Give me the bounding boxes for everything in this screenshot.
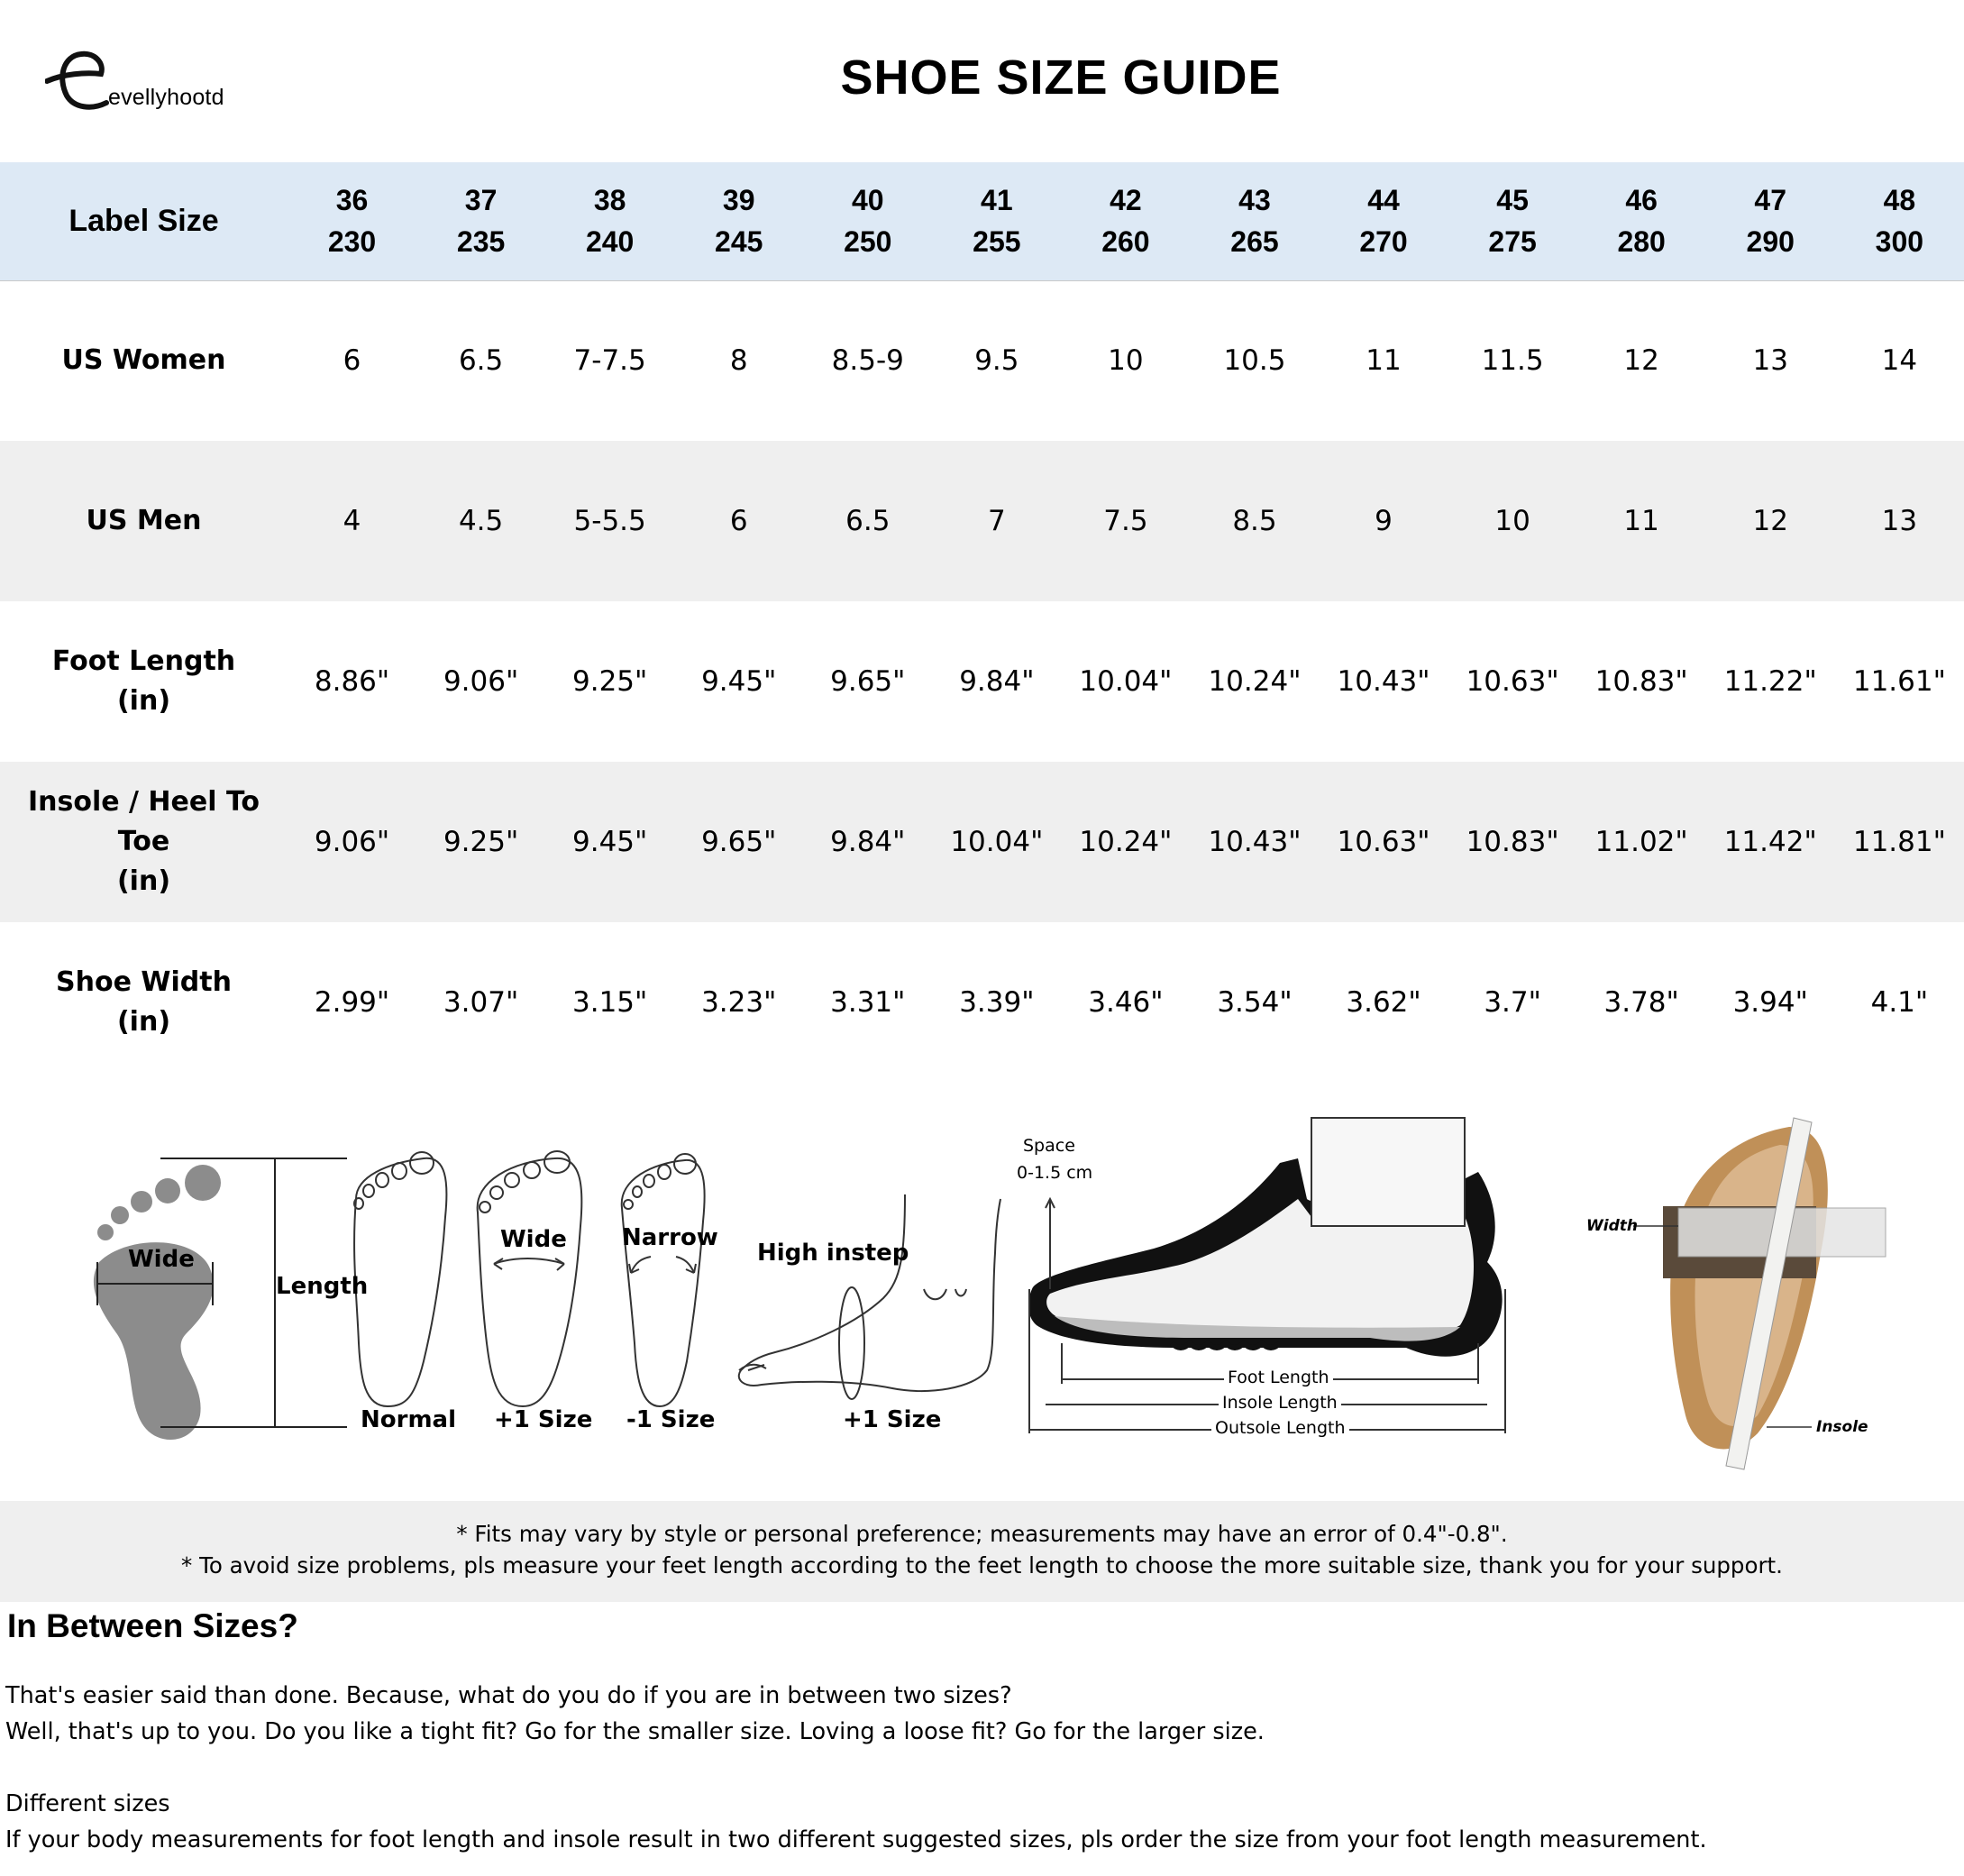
size-col-header: 42 260 xyxy=(1101,184,1150,259)
space-label: Space xyxy=(1023,1136,1075,1156)
table-cell: 7-7.5 xyxy=(573,344,646,378)
measurement-illustrations xyxy=(0,1073,1964,1487)
table-cell: 11 xyxy=(1366,344,1402,378)
note-line: * To avoid size problems, pls measure your feet length according to the feet length to choose the more suitable size, thank you for your support. xyxy=(181,1552,1783,1579)
insole-length-label: Insole Length xyxy=(1219,1393,1341,1413)
plus-one-size-label-b: +1 Size xyxy=(843,1406,942,1433)
table-cell: 9.45" xyxy=(701,665,777,698)
table-cell: 9.25" xyxy=(572,665,648,698)
normal-foot-icon xyxy=(354,1152,446,1406)
table-row-foot-length xyxy=(0,601,1964,762)
table-cell: 10.63" xyxy=(1466,665,1559,698)
row-label: US Women xyxy=(61,344,226,377)
plus-one-size-label: +1 Size xyxy=(494,1406,593,1433)
paragraph: If your body measurements for foot length and insole result in two different suggested sizes, pls order the size from your foot length measurement. xyxy=(5,1826,1707,1853)
note-line: * Fits may vary by style or personal preference; measurements may have an error of 0.4"-0.8". xyxy=(456,1521,1508,1547)
table-cell: 12 xyxy=(1623,344,1659,378)
size-col-header: 38 240 xyxy=(585,184,635,259)
table-cell: 3.15" xyxy=(572,986,648,1019)
size-col-header: 45 275 xyxy=(1488,184,1537,259)
paragraph: That's easier said than done. Because, what do you do if you are in between two sizes? xyxy=(5,1682,1012,1709)
brand-name: evellyhootd xyxy=(108,85,224,110)
table-cell: 7 xyxy=(987,505,1006,537)
table-cell: 10.63" xyxy=(1337,826,1430,858)
table-cell: 12 xyxy=(1752,505,1788,537)
size-col-header: 36 230 xyxy=(327,184,377,259)
wide-foot-label: Wide xyxy=(500,1226,567,1253)
table-cell: 8.86" xyxy=(314,665,390,698)
table-row-shoe-width xyxy=(0,922,1964,1083)
table-cell: 6 xyxy=(729,505,748,537)
table-cell: 11.42" xyxy=(1723,826,1817,858)
table-row-insole xyxy=(0,762,1964,922)
table-cell: 10 xyxy=(1494,505,1530,537)
table-cell: 3.31" xyxy=(830,986,906,1019)
paragraph: Different sizes xyxy=(5,1790,170,1817)
table-cell: 9.65" xyxy=(830,665,906,698)
table-cell: 6.5 xyxy=(458,344,504,378)
size-col-header: 41 255 xyxy=(973,184,1021,259)
size-col-header: 47 290 xyxy=(1746,184,1795,259)
narrow-foot-icon xyxy=(622,1154,705,1406)
table-cell: 11.5 xyxy=(1481,344,1544,378)
table-cell: 4.5 xyxy=(458,505,504,537)
sandal-insole-icon xyxy=(1663,1118,1886,1469)
table-cell: 3.78" xyxy=(1603,986,1679,1019)
table-cell: 10.24" xyxy=(1208,665,1302,698)
fit-notes xyxy=(0,1501,1964,1602)
size-col-header: 39 245 xyxy=(715,184,763,259)
high-instep-foot-icon xyxy=(739,1194,1000,1399)
size-col-header: 48 300 xyxy=(1875,184,1924,259)
table-cell: 4 xyxy=(343,505,361,537)
table-cell: 3.46" xyxy=(1088,986,1164,1019)
size-col-header: 46 280 xyxy=(1617,184,1666,259)
table-cell: 9.84" xyxy=(830,826,906,858)
page-title: SHOE SIZE GUIDE xyxy=(840,50,1282,105)
table-cell: 6 xyxy=(343,344,361,378)
table-cell: 9.84" xyxy=(959,665,1035,698)
length-label: Length xyxy=(276,1273,369,1300)
table-cell: 11.81" xyxy=(1852,826,1946,858)
table-cell: 10.24" xyxy=(1079,826,1173,858)
size-table xyxy=(0,162,1964,1083)
table-cell: 9.25" xyxy=(443,826,519,858)
size-col-header: 37 235 xyxy=(456,184,506,259)
table-cell: 6.5 xyxy=(845,505,891,537)
table-cell: 3.39" xyxy=(959,986,1035,1019)
footprint-icon xyxy=(94,1165,221,1440)
width-label: Width xyxy=(1586,1217,1638,1235)
table-cell: 3.94" xyxy=(1732,986,1808,1019)
wide-label: Wide xyxy=(128,1246,195,1273)
table-cell: 9 xyxy=(1375,505,1393,537)
table-cell: 10.83" xyxy=(1466,826,1559,858)
table-cell: 3.07" xyxy=(443,986,519,1019)
table-cell: 10.43" xyxy=(1208,826,1302,858)
table-cell: 2.99" xyxy=(314,986,390,1019)
table-cell: 8.5-9 xyxy=(831,344,904,378)
label-size-row xyxy=(0,162,1964,280)
shoe-cross-section-icon xyxy=(1028,1118,1503,1357)
paragraph: Well, that's up to you. Do you like a tight fit? Go for the smaller size. Loving a loose fit? Go for the larger size. xyxy=(5,1718,1265,1745)
table-cell: 8 xyxy=(729,344,748,378)
table-cell: 11.61" xyxy=(1852,665,1946,698)
table-cell: 4.1" xyxy=(1870,986,1929,1019)
outsole-length-label: Outsole Length xyxy=(1211,1418,1349,1438)
wide-foot-icon xyxy=(478,1151,582,1406)
table-cell: 9.5 xyxy=(974,344,1019,378)
row-label: Insole / Heel To Toe (in) xyxy=(27,786,260,897)
table-row-us-women xyxy=(0,280,1964,441)
table-cell: 9.06" xyxy=(314,826,390,858)
table-cell: 3.7" xyxy=(1484,986,1541,1019)
table-row-us-men xyxy=(0,441,1964,601)
foot-length-label: Foot Length xyxy=(1224,1368,1333,1387)
table-cell: 11 xyxy=(1623,505,1659,537)
table-cell: 10.04" xyxy=(1079,665,1173,698)
table-cell: 10 xyxy=(1108,344,1144,378)
table-cell: 8.5 xyxy=(1232,505,1277,537)
label-size-header: Label Size xyxy=(69,204,219,239)
table-cell: 13 xyxy=(1752,344,1788,378)
table-cell: 9.06" xyxy=(443,665,519,698)
high-instep-label: High instep xyxy=(757,1240,909,1267)
insole-label: Insole xyxy=(1816,1418,1868,1436)
row-label: Foot Length (in) xyxy=(51,645,236,717)
table-cell: 5-5.5 xyxy=(573,505,646,537)
table-cell: 10.83" xyxy=(1594,665,1688,698)
row-label: Shoe Width (in) xyxy=(56,966,232,1038)
table-cell: 10.04" xyxy=(950,826,1044,858)
minus-one-size-label: -1 Size xyxy=(626,1406,716,1433)
space-range-label: 0-1.5 cm xyxy=(1017,1163,1093,1183)
in-between-heading: In Between Sizes? xyxy=(7,1607,298,1644)
table-cell: 3.62" xyxy=(1346,986,1421,1019)
table-cell: 14 xyxy=(1881,344,1918,378)
table-cell: 10.43" xyxy=(1337,665,1430,698)
size-col-header: 44 270 xyxy=(1359,184,1408,259)
size-col-header: 43 265 xyxy=(1230,184,1279,259)
narrow-label: Narrow xyxy=(622,1224,718,1251)
table-cell: 10.5 xyxy=(1223,344,1286,378)
table-cell: 9.45" xyxy=(572,826,648,858)
normal-label: Normal xyxy=(361,1406,456,1433)
row-label: US Men xyxy=(86,505,202,536)
table-cell: 3.23" xyxy=(701,986,777,1019)
table-cell: 7.5 xyxy=(1103,505,1148,537)
table-cell: 13 xyxy=(1881,505,1918,537)
table-cell: 9.65" xyxy=(701,826,777,858)
table-cell: 11.22" xyxy=(1723,665,1817,698)
size-col-header: 40 250 xyxy=(844,184,892,259)
table-cell: 3.54" xyxy=(1217,986,1293,1019)
table-cell: 11.02" xyxy=(1594,826,1688,858)
